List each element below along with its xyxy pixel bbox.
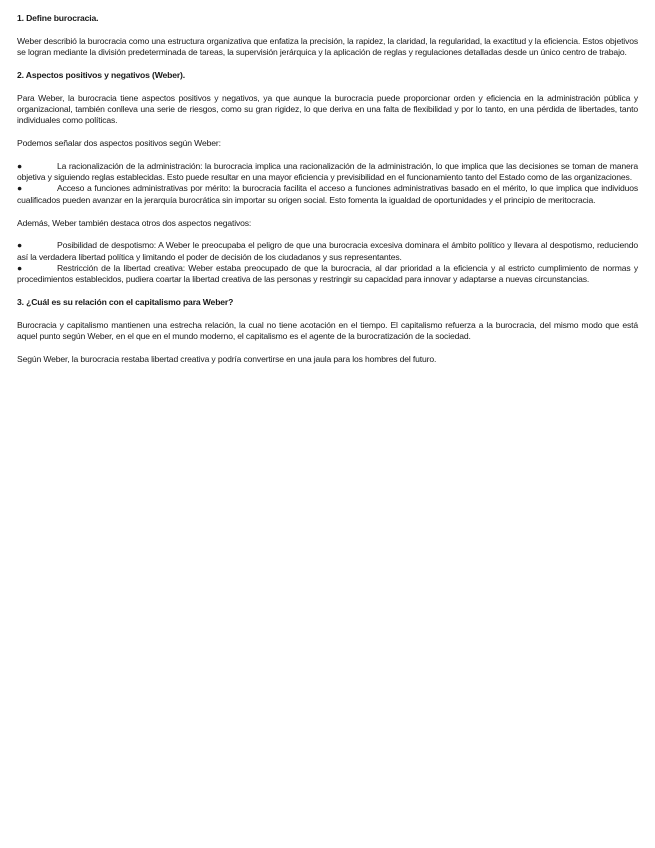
bullet-icon: ● bbox=[17, 183, 23, 194]
positive-aspects-list bbox=[17, 161, 638, 206]
list-item-text: Restricción de la libertad creativa: Weber estaba preocupado de que la burocracia, al dar prioridad a la eficiencia y al estricto cumplimiento de normas y procedimientos establecidos, pudiera coartar la libertad creativa de las personas y restringir su capacidad para innovar y adaptarse a nuevas circunstancias. bbox=[17, 262, 638, 285]
list-item bbox=[17, 183, 638, 206]
list-item-text: Acceso a funciones administrativas por mérito: la burocracia facilita el acceso a funciones administrativas basado en el mérito, lo que implica que individuos cualificados pueden avanzar en la jerarquía burocrática sin importar su origen social. Esto fomenta la igualdad de oportunidades y el principio de meritocracia. bbox=[17, 183, 638, 205]
section-1-paragraph: Weber describió la burocracia como una estructura organizativa que enfatiza la precisión, la rapidez, la claridad, la regularidad, la exactitud y la eficiencia. Estos objetivos se logran mediante la división predeterminada de tareas, la supervisión jerárquica y la aplicación de reglas y regulaciones detalladas desde un único centro de trabajo. bbox=[17, 35, 638, 58]
bullet-icon: ● bbox=[17, 240, 23, 251]
list-item-text: La racionalización de la administración: la burocracia implica una racionalización de la administración, lo que implica que las decisiones se toman de manera objetiva y siguiendo reglas establecidas. Esto puede resultar en una mayor eficiencia y previsibilidad en el funcionamiento tanto del Estado como de las organizaciones. bbox=[17, 160, 638, 183]
list-item-text: Posibilidad de despotismo: A Weber le preocupaba el peligro de que una burocracia excesiva dominara el ámbito político y llevara al despotismo, reduciendo así la verdadera libertad política y limitando el poder de decisión de los ciudadanos y sus representantes. bbox=[17, 240, 638, 262]
section-3-paragraph: Burocracia y capitalismo mantienen una estrecha relación, la cual no tiene acotación en el tiempo. El capitalismo refuerza a la burocracia, del mismo modo que está aquel punto según Weber, en el que en el mundo moderno, el capitalismo es el agente de la burocratización de la sociedad. bbox=[17, 319, 638, 342]
bullet-icon: ● bbox=[17, 262, 23, 273]
list-item bbox=[17, 240, 638, 263]
bullet-icon: ● bbox=[17, 160, 23, 171]
section-2-heading: 2. Aspectos positivos y negativos (Weber). bbox=[17, 69, 186, 80]
section-2-paragraph-intro: Para Weber, la burocracia tiene aspectos positivos y negativos, ya que aunque la burocracia puede proporcionar orden y eficiencia en la administración pública y organizacional, también conlleva una serie de riesgos, como su gran rigidez, lo que deriva en una falta de flexibilidad y por lo tanto, en una pérdida de libertades, tanto individuales como políticas. bbox=[17, 92, 638, 126]
section-3-conclusion: Según Weber, la burocracia restaba libertad creativa y podría convertirse en una jaula para los hombres del futuro. bbox=[17, 353, 437, 364]
document-page bbox=[17, 13, 638, 377]
list-item bbox=[17, 263, 638, 286]
section-1-heading: 1. Define burocracia. bbox=[17, 13, 99, 23]
section-2-positive-intro: Podemos señalar dos aspectos positivos según Weber: bbox=[17, 138, 221, 149]
negative-aspects-list bbox=[17, 240, 638, 285]
section-2-negative-intro: Además, Weber también destaca otros dos aspectos negativos: bbox=[17, 217, 252, 228]
list-item bbox=[17, 161, 638, 184]
section-3-heading: 3. ¿Cuál es su relación con el capitalismo para Weber? bbox=[17, 297, 234, 308]
